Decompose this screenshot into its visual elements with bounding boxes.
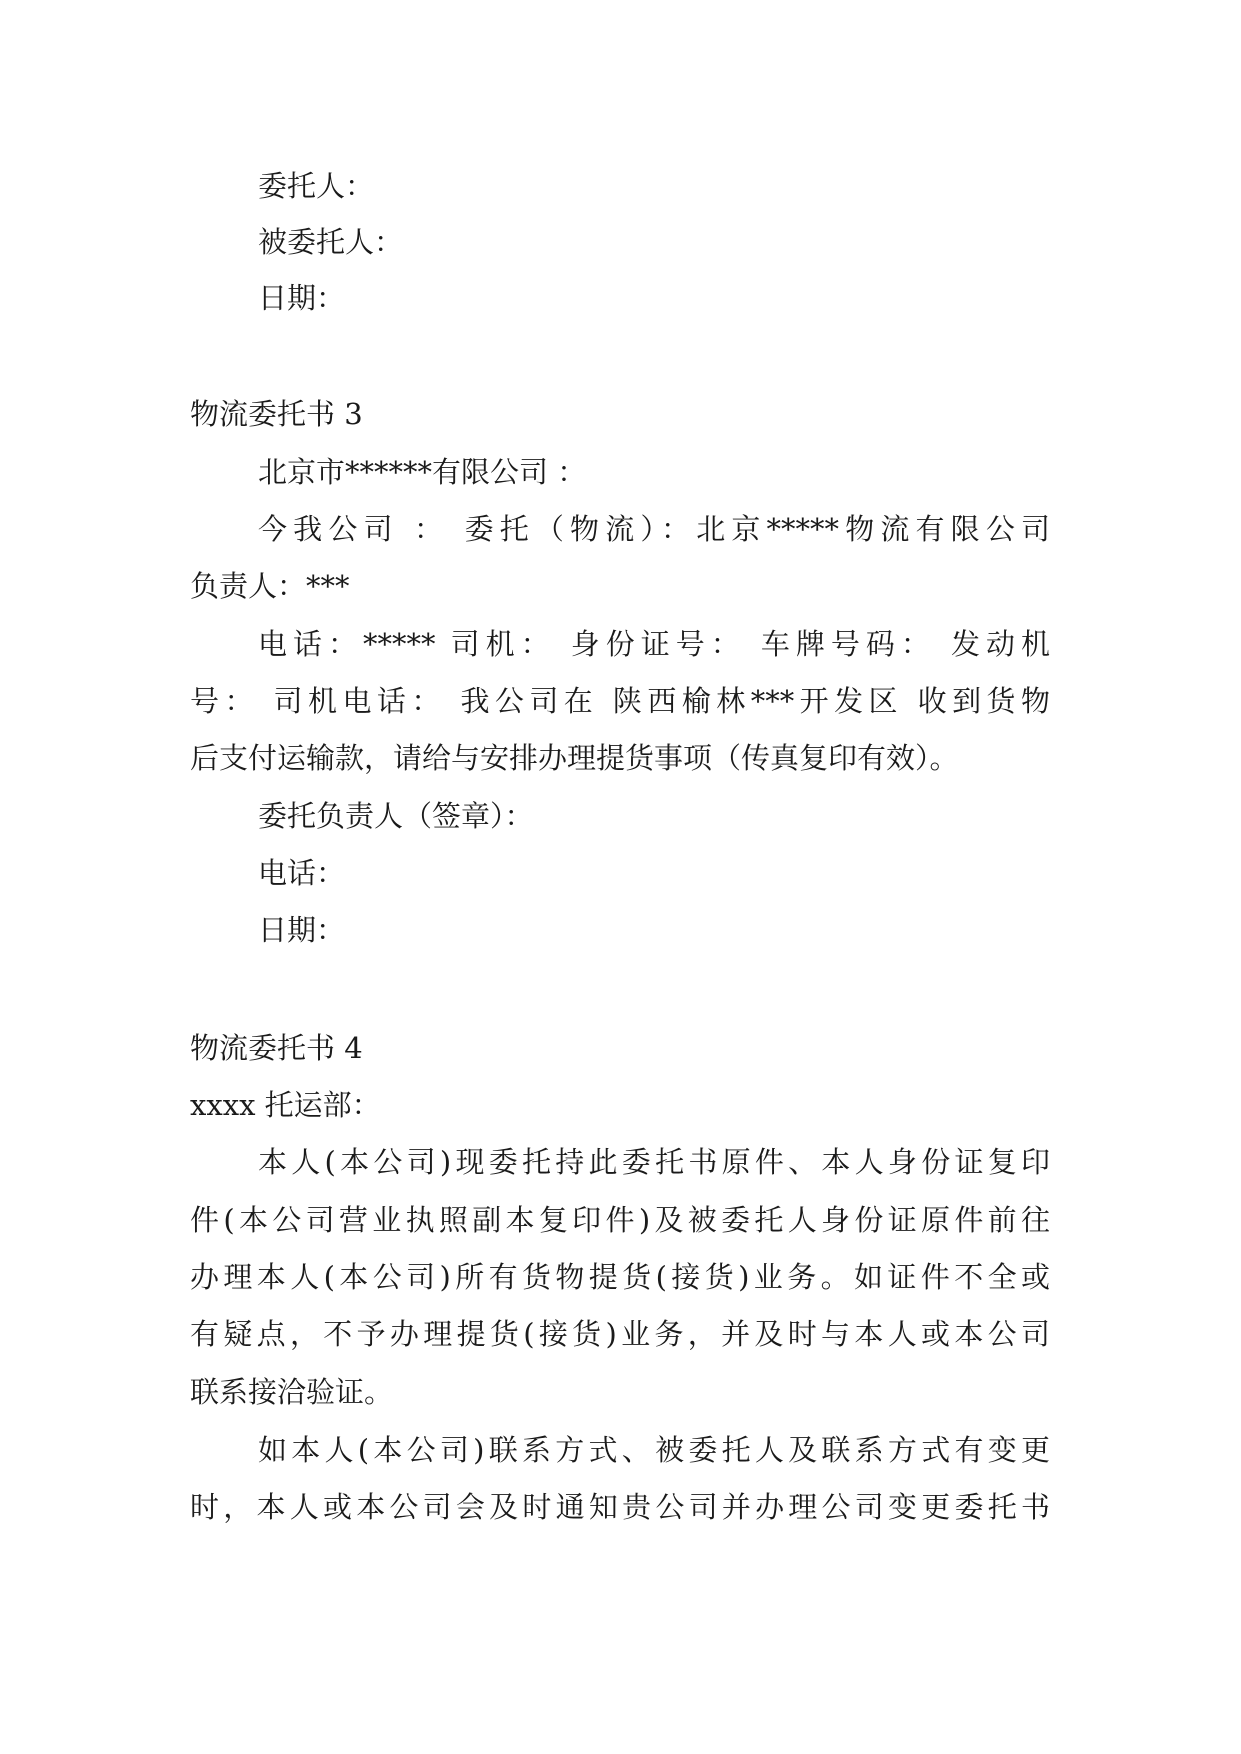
section-3-signer-label: 委托负责人（签章）： bbox=[258, 799, 534, 833]
section-3-paragraph-2-line-1: 电话：***** 司机： 身份证号： 车牌号码： 发动机 bbox=[258, 627, 1050, 661]
section-4-title: 物流委托书 4 bbox=[190, 1031, 363, 1065]
section-4-paragraph-2-line-1: 如本人(本公司)联系方式、被委托人及联系方式有变更 bbox=[258, 1433, 1050, 1467]
section-3-addressee: 北京市******有限公司 ： bbox=[258, 455, 587, 489]
section-4-paragraph-1-line-1: 本人(本公司)现委托持此委托书原件、本人身份证复印 bbox=[258, 1145, 1050, 1179]
section-3-date-label: 日期： bbox=[258, 913, 346, 947]
entrustor-label: 委托人： bbox=[258, 169, 375, 203]
section-4-paragraph-1-line-5: 联系接洽验证。 bbox=[190, 1375, 394, 1409]
section-4-paragraph-1-line-4: 有疑点，不予办理提货(接货)业务，并及时与本人或本公司 bbox=[190, 1317, 1050, 1351]
section-4-paragraph-1-line-2: 件(本公司营业执照副本复印件)及被委托人身份证原件前往 bbox=[190, 1203, 1050, 1237]
section-3-paragraph-2-line-2: 号： 司机电话： 我公司在 陕西榆林***开发区 收到货物 bbox=[190, 684, 1050, 718]
section-3-title: 物流委托书 3 bbox=[190, 397, 363, 431]
date-label: 日期： bbox=[258, 281, 346, 315]
section-3-paragraph-2-line-3: 后支付运输款，请给与安排办理提货事项（传真复印有效）。 bbox=[190, 741, 959, 775]
section-3-phone-label: 电话： bbox=[258, 856, 346, 890]
trustee-label: 被委托人： bbox=[258, 225, 404, 259]
section-4-addressee: xxxx 托运部： bbox=[190, 1088, 381, 1122]
section-4-paragraph-2-line-2: 时，本人或本公司会及时通知贵公司并办理公司变更委托书 bbox=[190, 1490, 1050, 1524]
section-3-paragraph-1-line-1: 今我公司 ： 委托（物流）：北京*****物流有限公司 bbox=[258, 512, 1050, 546]
section-3-paragraph-1-line-2: 负责人：*** bbox=[190, 569, 350, 603]
section-4-paragraph-1-line-3: 办理本人(本公司)所有货物提货(接货)业务。如证件不全或 bbox=[190, 1260, 1050, 1294]
